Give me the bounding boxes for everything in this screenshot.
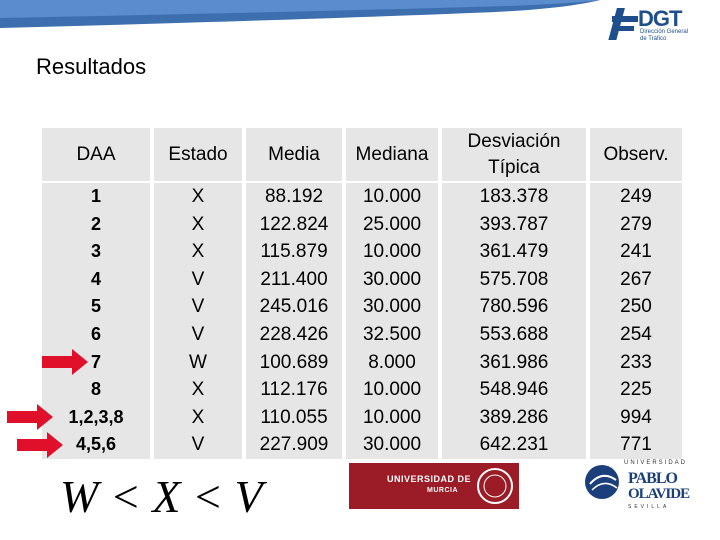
media-cell: 112.176 <box>260 379 328 401</box>
desviacion-cell: 553.688 <box>479 324 549 345</box>
observ-cell: 279 <box>620 213 652 235</box>
column-body-mediana <box>346 183 438 459</box>
daa-cell: 5 <box>90 296 101 317</box>
column-desviacion <box>442 128 586 459</box>
column-body-observ <box>590 183 682 459</box>
desviacion-cell: 642.231 <box>479 434 549 456</box>
arrow-row-1238-icon <box>5 403 55 431</box>
desviacion-cell: 361.479 <box>479 241 549 263</box>
estado-cell: X <box>191 379 205 401</box>
estado-cell: V <box>191 324 205 345</box>
column-estado <box>154 128 242 459</box>
desviacion-cell: 575.708 <box>479 268 549 290</box>
column-header-observ: Observ. <box>590 128 682 181</box>
dgt-logo-text: DGT <box>638 6 682 31</box>
pablo-olavide-logo <box>584 460 690 512</box>
pablo-logo-line2: OLAVIDE <box>628 486 690 502</box>
mediana-cell: 30.000 <box>362 296 422 318</box>
observ-cell: 267 <box>620 268 652 290</box>
column-header-daa: DAA <box>42 128 150 181</box>
column-header-desviacion-label: Desviación Típica <box>467 130 561 178</box>
pablo-logo-top: UNIVERSIDAD <box>624 460 688 466</box>
pablo-logo-line1: PABLO <box>628 470 677 487</box>
arrow-row-456-shape <box>17 432 63 458</box>
desviacion-cell: 780.596 <box>479 296 549 318</box>
column-media <box>246 128 342 459</box>
observ-cell: 241 <box>620 241 652 263</box>
page-title: Resultados <box>36 54 147 79</box>
media-cell: 100.689 <box>259 351 329 373</box>
media-cell: 211.400 <box>260 268 328 290</box>
mediana-cell: 10.000 <box>362 241 422 263</box>
arrow-row-7-icon <box>40 348 90 376</box>
murcia-logo-line1: UNIVERSIDAD DE <box>387 474 472 484</box>
mediana-cell: 8.000 <box>368 351 416 373</box>
formula: W < X < V <box>60 471 263 522</box>
estado-cell: W <box>189 351 207 373</box>
column-header-estado: Estado <box>154 128 242 181</box>
mediana-cell: 10.000 <box>362 406 422 428</box>
estado-cell: X <box>191 186 205 207</box>
observ-cell: 254 <box>620 324 652 345</box>
mediana-cell: 30.000 <box>362 268 422 290</box>
column-header-media: Media <box>246 128 342 181</box>
media-cell: 245.016 <box>259 296 329 318</box>
column-body-estado <box>154 183 242 459</box>
estado-cell: X <box>191 241 205 263</box>
observ-cell: 250 <box>620 296 652 318</box>
media-cell: 227.909 <box>259 434 329 456</box>
daa-cell: 7 <box>90 351 101 372</box>
media-cell: 88.192 <box>264 186 324 207</box>
column-body-media <box>246 183 342 459</box>
mediana-cell: 30.000 <box>362 434 422 456</box>
mediana-cell: 32.500 <box>362 324 422 345</box>
daa-cell: 1,2,3,8 <box>68 406 124 427</box>
observ-cell: 994 <box>620 406 652 428</box>
universidad-murcia-logo <box>349 463 519 509</box>
estado-cell: X <box>191 213 205 235</box>
desviacion-cell: 183.378 <box>479 186 549 207</box>
column-mediana <box>346 128 438 459</box>
observ-cell: 249 <box>620 186 652 207</box>
mediana-cell: 25.000 <box>362 213 422 235</box>
desviacion-cell: 393.787 <box>479 213 549 235</box>
estado-cell: V <box>191 296 205 318</box>
dgt-cross-icon <box>608 4 638 44</box>
column-header-desviacion <box>442 128 586 181</box>
daa-cell: 8 <box>90 379 101 400</box>
mediana-cell: 10.000 <box>362 186 422 207</box>
pablo-olavide-globe-icon <box>584 460 624 500</box>
murcia-seal-icon <box>475 466 515 506</box>
arrow-row-1238-shape <box>7 404 53 430</box>
estado-cell: V <box>191 268 205 290</box>
media-cell: 115.879 <box>260 241 328 263</box>
column-body-desviacion <box>442 183 586 459</box>
column-header-mediana: Mediana <box>346 128 438 181</box>
daa-cell: 2 <box>90 213 101 234</box>
column-body-daa <box>42 183 150 459</box>
estado-cell: X <box>191 406 205 428</box>
dgt-logo-subtitle: Dirección General de Tráfico <box>640 29 689 42</box>
murcia-logo-line2: MURCIA <box>427 487 458 494</box>
desviacion-cell: 361.986 <box>479 351 549 373</box>
observ-cell: 225 <box>620 379 652 401</box>
media-cell: 122.824 <box>259 213 329 235</box>
desviacion-cell: 548.946 <box>479 379 549 401</box>
daa-cell: 1 <box>90 186 101 206</box>
mediana-cell: 10.000 <box>362 379 422 401</box>
daa-cell: 4 <box>90 268 101 289</box>
arrow-row-456-icon <box>15 431 65 459</box>
desviacion-cell: 389.286 <box>479 406 549 428</box>
media-cell: 110.055 <box>260 406 328 428</box>
arrow-row-7-shape <box>42 349 88 375</box>
observ-cell: 233 <box>620 351 652 373</box>
pablo-logo-bottom: SEVILLA <box>628 504 670 510</box>
daa-cell: 4,5,6 <box>75 434 117 455</box>
observ-cell: 771 <box>620 434 652 456</box>
estado-cell: V <box>191 434 205 456</box>
daa-cell: 6 <box>90 324 101 344</box>
daa-cell: 3 <box>90 241 101 262</box>
column-daa <box>42 128 150 459</box>
column-observ <box>590 128 682 459</box>
media-cell: 228.426 <box>259 324 329 345</box>
dgt-logo <box>608 4 716 44</box>
